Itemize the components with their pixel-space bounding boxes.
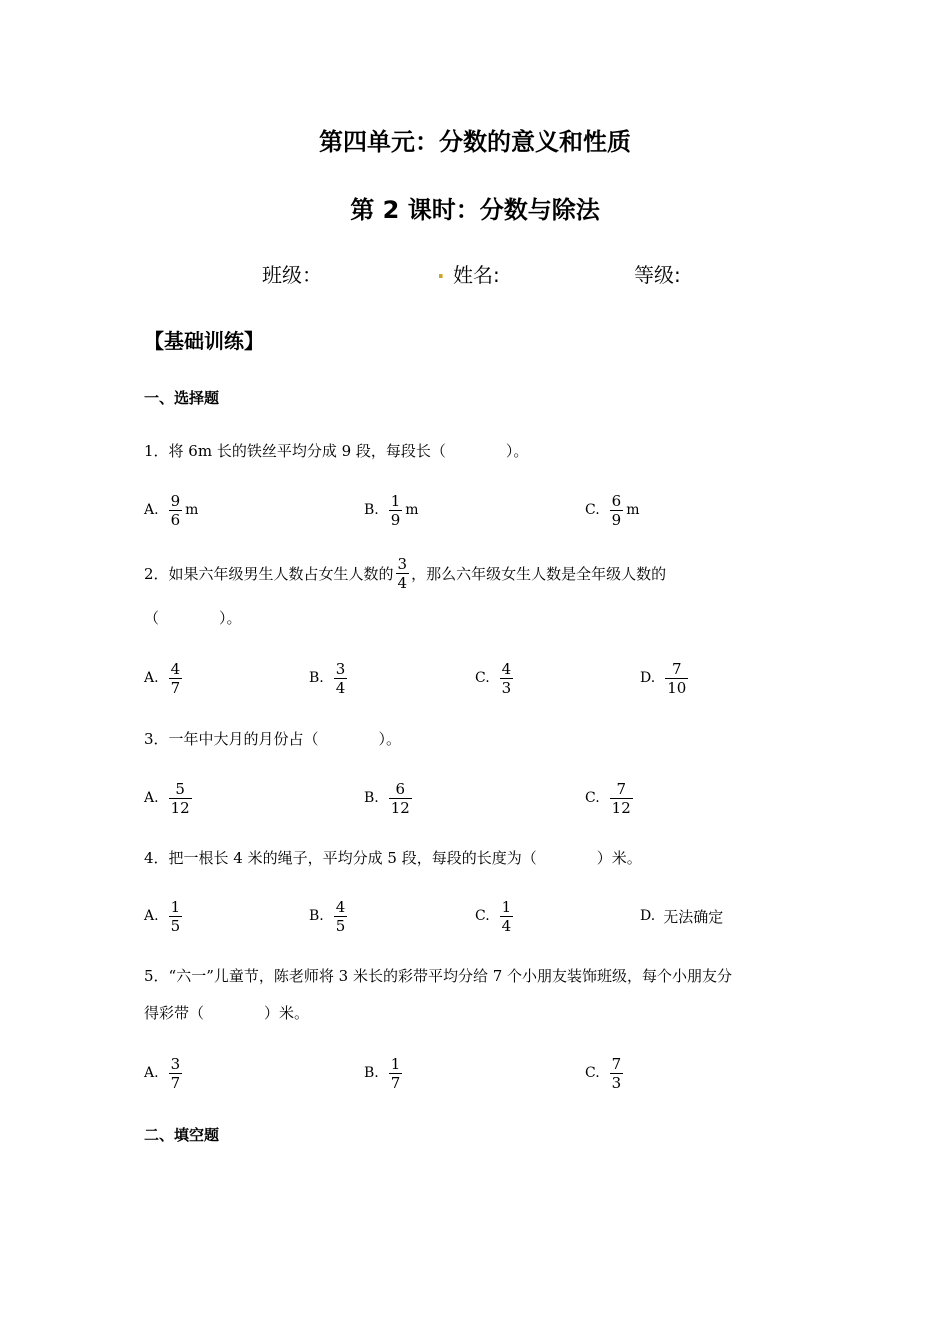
unit: m	[185, 502, 199, 518]
question-3: 3．一年中大月的月份占（ ）。	[144, 730, 402, 748]
fraction: $\frac{7}{12}$	[611, 779, 631, 817]
q2-option-b[interactable]	[309, 656, 349, 700]
grade-label: 等级:	[634, 263, 681, 287]
fraction: $\frac{9}{6}$	[170, 491, 181, 529]
q4-option-c[interactable]	[475, 894, 515, 938]
option-label: C.	[585, 502, 600, 518]
fraction: $\frac{7}{3}$	[611, 1054, 622, 1092]
fraction: $\frac{1}{4}$	[501, 897, 512, 935]
question-2	[144, 555, 666, 592]
option-label: C.	[475, 908, 490, 924]
option-label: C.	[475, 670, 490, 686]
option-label: B.	[364, 790, 379, 806]
option-label: B.	[309, 670, 324, 686]
q1-option-a[interactable]	[144, 488, 198, 532]
q3-option-b[interactable]	[364, 776, 414, 820]
q5-option-a[interactable]	[144, 1051, 184, 1095]
question-2-text-after: ，那么六年级女生人数是全年级人数的	[411, 564, 667, 583]
part1-title: 一、选择题	[144, 389, 220, 407]
lesson-subtitle: 第 2 课时：分数与除法	[350, 196, 600, 224]
q2-option-c[interactable]	[475, 656, 515, 700]
question-1: 1．将 6m 长的铁丝平均分成 9 段，每段长（ ）。	[144, 442, 529, 460]
q3-option-c[interactable]	[585, 776, 635, 820]
page-title: 第四单元：分数的意义和性质	[319, 128, 631, 156]
q2-option-a[interactable]	[144, 656, 184, 700]
fraction: $\frac{3}{7}$	[170, 1054, 181, 1092]
unit: m	[405, 502, 419, 518]
option-label: B.	[364, 502, 379, 518]
q4-option-b[interactable]	[309, 894, 349, 938]
unit: m	[626, 502, 640, 518]
q1-option-c[interactable]	[585, 488, 640, 532]
question-2-line2: （ ）。	[144, 609, 242, 627]
fraction: $\frac{4}{7}$	[170, 659, 181, 697]
option-label: C.	[585, 790, 600, 806]
q4-option-a[interactable]	[144, 894, 184, 938]
q5-option-c[interactable]	[585, 1051, 625, 1095]
option-label: C.	[585, 1065, 600, 1081]
name-label: 姓名:	[453, 263, 500, 287]
fraction: $\frac{1}{7}$	[390, 1054, 401, 1092]
fraction: $\frac{6}{9}$	[611, 491, 622, 529]
fraction: $\frac{6}{12}$	[390, 779, 410, 817]
question-4: 4．把一根长 4 米的绳子，平均分成 5 段，每段的长度为（ ）米。	[144, 849, 642, 867]
option-text: 无法确定	[663, 907, 724, 926]
separator-dot: .	[437, 259, 445, 283]
question-5-line2: 得彩带（ ）米。	[144, 1004, 310, 1022]
q2-option-d[interactable]	[640, 656, 690, 700]
option-label: D.	[640, 908, 656, 924]
class-label: 班级：	[262, 263, 322, 287]
option-label: D.	[640, 670, 656, 686]
q5-option-b[interactable]	[364, 1051, 404, 1095]
question-5: 5．“六一”儿童节，陈老师将 3 米长的彩带平均分给 7 个小朋友装饰班级，每个小朋友分	[144, 967, 733, 985]
fraction: $\frac{3}{4}$	[397, 555, 408, 592]
fraction: $\frac{4}{3}$	[501, 659, 512, 697]
fraction: $\frac{1}{5}$	[170, 897, 181, 935]
option-label: A.	[144, 1065, 159, 1081]
q3-option-a[interactable]	[144, 776, 194, 820]
q4-option-d[interactable]	[640, 894, 723, 938]
option-label: B.	[309, 908, 324, 924]
option-label: A.	[144, 670, 159, 686]
option-label: B.	[364, 1065, 379, 1081]
fraction: $\frac{7}{10}$	[667, 659, 687, 697]
fraction: $\frac{5}{12}$	[170, 779, 190, 817]
fraction: $\frac{1}{9}$	[390, 491, 401, 529]
part2-title: 二、填空题	[144, 1126, 220, 1144]
fraction: $\frac{3}{4}$	[335, 659, 346, 697]
q1-option-b[interactable]	[364, 488, 419, 532]
option-label: A.	[144, 790, 159, 806]
fraction: $\frac{4}{5}$	[335, 897, 346, 935]
option-label: A.	[144, 908, 159, 924]
question-2-text-before: 2．如果六年级男生人数占女生人数的	[144, 564, 394, 583]
section-basic-training: 【基础训练】	[144, 329, 264, 353]
option-label: A.	[144, 502, 159, 518]
